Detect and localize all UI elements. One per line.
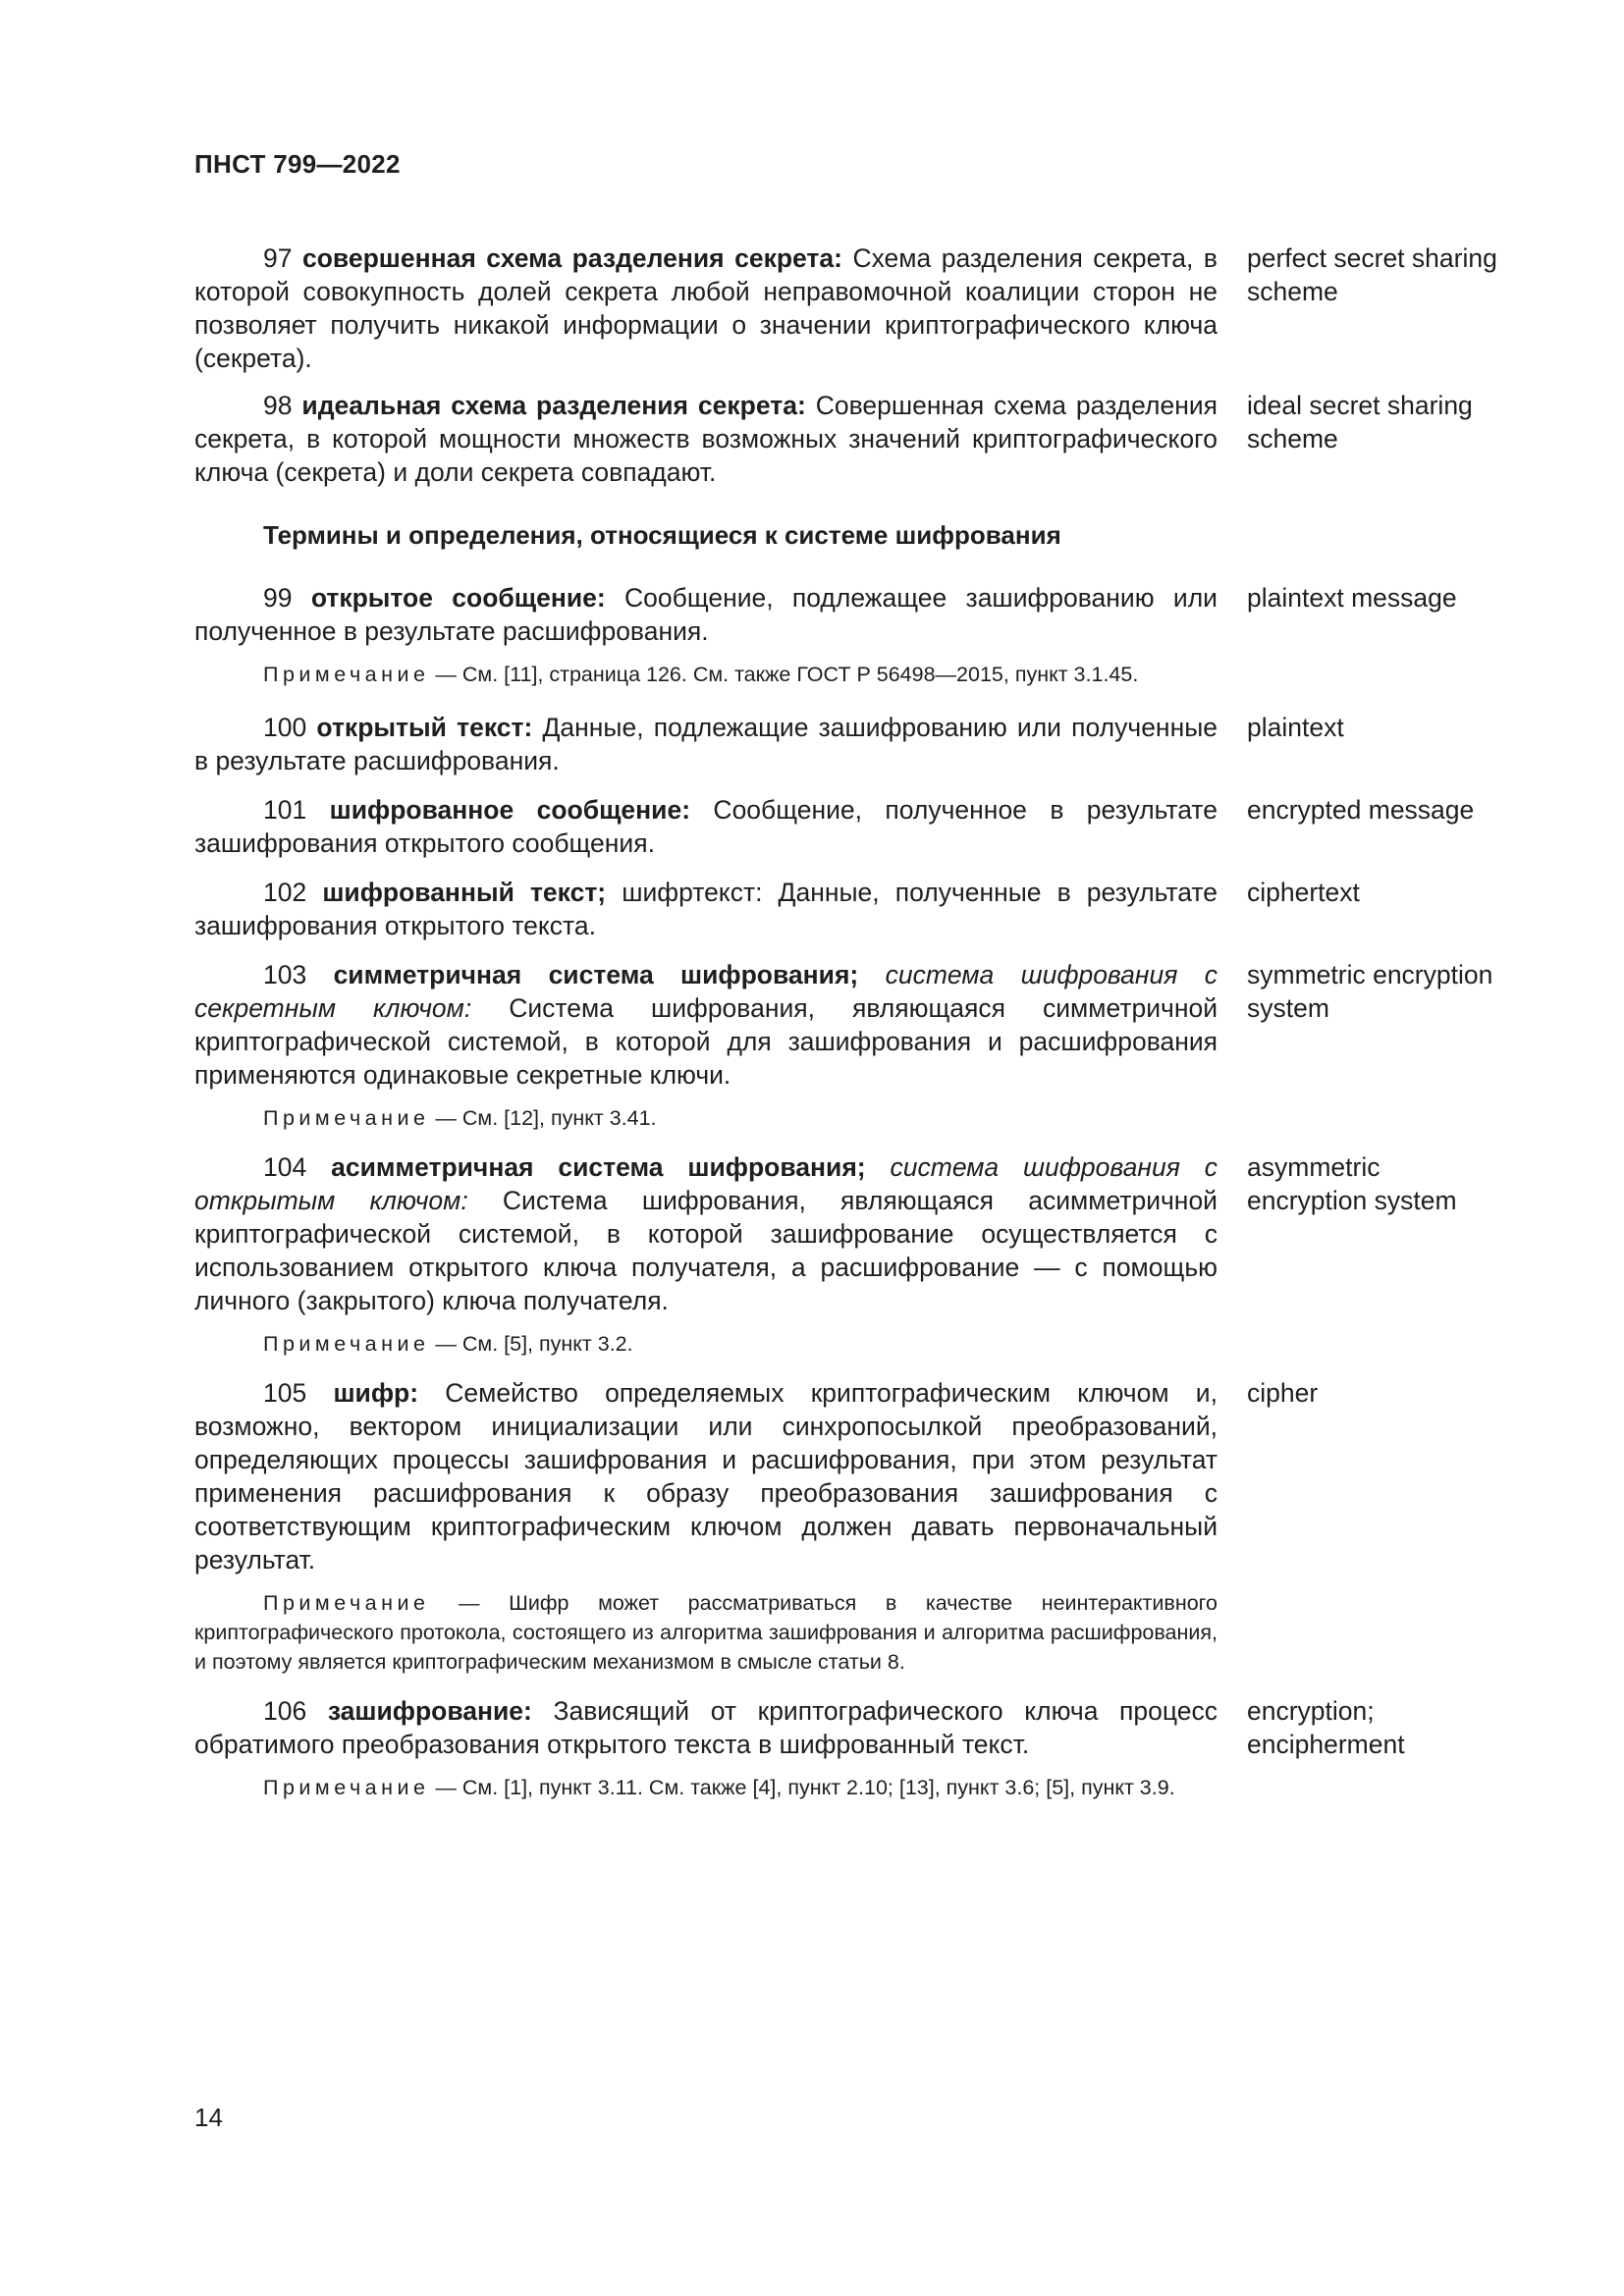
term-entry-104: [194, 1150, 1569, 1317]
term-text: Система шифрования, являющаяся симметричной криптографической системой, в которой для зашифрования и расшифрования применяются одинаковые секретные ключи.: [194, 993, 1218, 1090]
note-label: Примечание: [263, 1591, 430, 1615]
term-text: Система шифрования, являющаяся асимметричной криптографической системой, в которой зашифрование осуществляется с использованием открытого ключа получателя, а расшифрование — с помощью личного (закрытого) ключа получателя.: [194, 1186, 1218, 1315]
term-entry-99: [194, 581, 1569, 648]
term-text: Зависящий от криптографического ключа процесс обратимого преобразования открытого текста в шифрованный текст.: [194, 1696, 1218, 1759]
term-definition: [194, 241, 1218, 375]
english-line: scheme: [1247, 277, 1338, 306]
english-line: plaintext: [1247, 713, 1344, 742]
english-line: symmetric encryption: [1247, 960, 1493, 989]
term-note: [194, 1329, 1218, 1359]
english-equivalent: [1247, 1150, 1542, 1217]
term-definition: [194, 958, 1218, 1092]
term-number: 104: [263, 1152, 307, 1182]
term-number: 101: [263, 795, 307, 825]
english-equivalent: [1247, 876, 1542, 909]
english-line: encryption;: [1247, 1696, 1375, 1726]
term-definition: [194, 793, 1218, 860]
english-equivalent: [1247, 389, 1542, 455]
term-number: 100: [263, 713, 307, 742]
term-number: 105: [263, 1378, 307, 1408]
english-line: ciphertext: [1247, 878, 1360, 907]
note-label: Примечание: [263, 1776, 430, 1799]
term-entry-98: [194, 389, 1569, 489]
note-text: — См. [12], пункт 3.41.: [429, 1106, 657, 1130]
term-number: 106: [263, 1696, 307, 1726]
term-entry-106: [194, 1694, 1569, 1761]
english-equivalent: [1247, 711, 1542, 744]
term-definition: [194, 581, 1218, 648]
english-line: system: [1247, 993, 1329, 1023]
term-name: зашифрование:: [327, 1696, 532, 1726]
term-note: [194, 660, 1218, 689]
english-line: encrypted message: [1247, 795, 1475, 825]
term-name: шифр:: [333, 1378, 419, 1408]
terms-content: [194, 241, 1569, 1802]
note-label: Примечание: [263, 663, 430, 686]
english-line: cipher: [1247, 1378, 1319, 1408]
term-name: открытый текст:: [316, 713, 533, 742]
term-text: Сообщение, полученное в результате зашифрования открытого сообщения.: [194, 795, 1218, 858]
term-name: совершенная схема разделения секрета:: [301, 243, 842, 273]
note-label: Примечание: [263, 1106, 430, 1130]
term-name: шифрованный текст;: [322, 878, 607, 907]
english-equivalent: [1247, 793, 1542, 827]
term-number: 103: [263, 960, 307, 989]
term-entry-105: [194, 1376, 1569, 1576]
term-entry-97: [194, 241, 1569, 375]
term-text: Схема разделения секрета, в которой совокупность долей секрета любой неправомочной коалиции сторон не позволяет получить никакой информации о значении криптографического ключа (секрета).: [194, 243, 1218, 373]
english-line: asymmetric: [1247, 1152, 1380, 1182]
term-entry-102: [194, 876, 1569, 942]
english-line: plaintext message: [1247, 583, 1457, 613]
document-header: ПНСТ 799—2022: [194, 149, 401, 179]
note-text: — См. [5], пункт 3.2.: [429, 1332, 633, 1356]
term-number: 97: [263, 243, 293, 273]
english-equivalent: [1247, 1376, 1542, 1410]
english-line: perfect secret sharing: [1247, 243, 1497, 273]
term-name: открытое сообщение:: [310, 583, 606, 613]
term-note: [194, 1773, 1218, 1802]
term-text: шифртекст: Данные, полученные в результате зашифрования открытого текста.: [194, 878, 1218, 940]
term-definition: [194, 711, 1218, 777]
term-entry-103: [194, 958, 1569, 1092]
term-entry-100: [194, 711, 1569, 777]
section-title: Термины и определения, относящиеся к системе шифрования: [263, 520, 1061, 550]
term-name: асимметричная система шифрования;: [331, 1152, 866, 1182]
note-text: — См. [11], страница 126. См. также ГОСТ Р 56498—2015, пункт 3.1.45.: [429, 663, 1139, 686]
term-definition: [194, 1694, 1218, 1761]
term-definition: [194, 1376, 1218, 1576]
term-name: шифрованное сообщение:: [329, 795, 691, 825]
term-synonym: система шифрования с секретным ключом:: [194, 960, 1218, 1023]
english-line: scheme: [1247, 424, 1338, 454]
term-synonym: система шифрования с открытым ключом:: [194, 1152, 1218, 1215]
term-text: Сообщение, подлежащее зашифрованию или полученное в результате расшифрования.: [194, 583, 1218, 646]
term-definition: [194, 876, 1218, 942]
english-line: encipherment: [1247, 1730, 1405, 1759]
english-equivalent: [1247, 1694, 1542, 1761]
note-label: Примечание: [263, 1332, 430, 1356]
term-number: 98: [263, 391, 293, 420]
note-text: — См. [1], пункт 3.11. См. также [4], пункт 2.10; [13], пункт 3.6; [5], пункт 3.9.: [429, 1776, 1175, 1799]
english-line: encryption system: [1247, 1186, 1457, 1215]
term-name: идеальная схема разделения секрета:: [301, 391, 806, 420]
term-definition: [194, 1150, 1218, 1317]
term-number: 102: [263, 878, 307, 907]
term-text: Совершенная схема разделения секрета, в которой мощности множеств возможных значений криптографического ключа (секрета) и доли секрета совпадают.: [194, 391, 1218, 487]
term-entry-101: [194, 793, 1569, 860]
english-line: ideal secret sharing: [1247, 391, 1473, 420]
term-text: Семейство определяемых криптографическим ключом и, возможно, вектором инициализации или синхропосылкой преобразований, определяющих процессы зашифрования и расшифрования, при этом результат применения расшифрования к образу преобразования зашифрования с соответствующим криптографическим ключом должен давать первоначальный результат.: [194, 1378, 1218, 1575]
note-text: — Шифр может рассматриваться в качестве неинтерактивного криптографического протокола, состоящего из алгоритма зашифрования и алгоритма расшифрования, и поэтому является криптографическим механизмом в смысле статьи 8.: [194, 1591, 1218, 1674]
english-equivalent: [1247, 241, 1542, 308]
english-equivalent: [1247, 581, 1542, 614]
english-equivalent: [1247, 958, 1542, 1025]
page-number: 14: [194, 2103, 223, 2132]
term-note: [194, 1588, 1218, 1677]
term-text: Данные, подлежащие зашифрованию или полученные в результате расшифрования.: [194, 713, 1218, 775]
term-number: 99: [263, 583, 293, 613]
term-note: [194, 1103, 1218, 1133]
term-definition: [194, 389, 1218, 489]
term-name: симметричная система шифрования;: [333, 960, 859, 989]
